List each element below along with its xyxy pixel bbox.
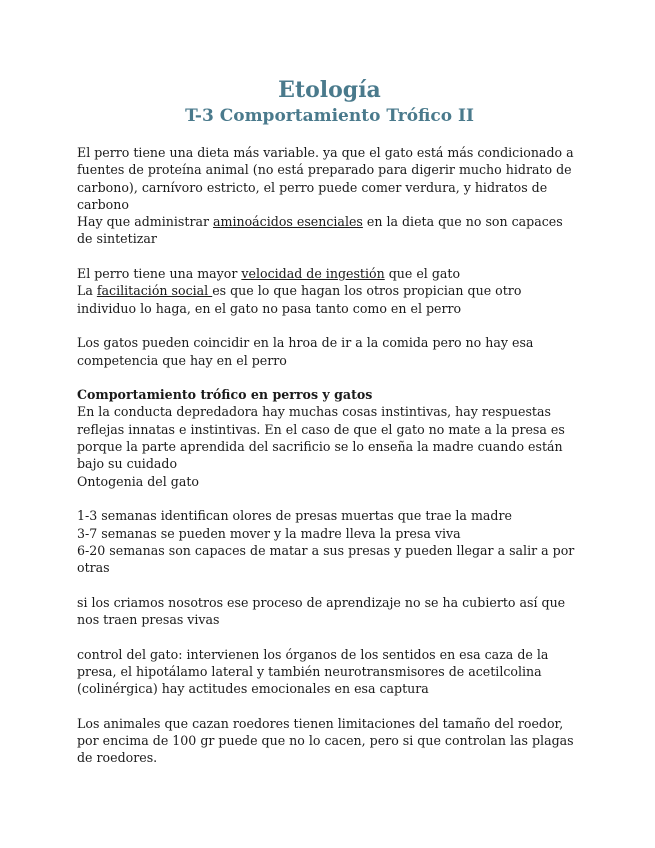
underlined-term: aminoácidos esenciales [213,214,363,230]
spacer [77,369,582,386]
text: La [77,283,97,299]
spacer [77,628,582,645]
document-subtitle: T-3 Comportamiento Trófico II [185,106,474,126]
document-page [77,76,582,767]
underlined-term: velocidad de ingestión [241,266,385,282]
spacer [77,248,582,265]
list-item: 6-20 semanas son capaces de matar a sus presas y pueden llegar a salir a por otras [77,542,575,576]
list-item: 1-3 semanas identifican olores de presas muertas que trae la madre [77,508,512,524]
paragraph-cats-food-time: Los gatos pueden coincidir en la hroa de ir a la comida pero no hay esa competencia que hay en el perro [77,335,534,368]
document-title: Etología [278,77,381,103]
list-item: 3-7 semanas se pueden mover y la madre lleva la presa viva [77,525,461,541]
paragraph-ingestion-speed [77,265,582,282]
text: que el gato [384,266,461,282]
spacer [77,698,582,715]
spacer [77,576,582,593]
text: en la dieta que no son capaces de sintetizar [77,214,563,247]
paragraph-raised-by-us: si los criamos nosotros ese proceso de aprendizaje no se ha cubierto así que nos traen presas vivas [77,594,566,628]
paragraph-cat-control: control del gato: intervienen los órganos de los sentidos en esa caza de la presa, el hipotálamo lateral y también neurotransmisores de acetilcolina (colinérgica) hay actitudes emocionales en esa captura [77,646,549,697]
spacer [77,317,582,334]
section-heading: Comportamiento trófico en perros y gatos [77,387,373,403]
paragraph-rodent-hunters: Los animales que cazan roedores tienen limitaciones del tamaño del roedor, por encima de 100 gr puede que no lo cacen, pero si que controlan las plagas de roedores. [77,715,574,766]
spacer [77,490,582,507]
underlined-term: facilitación social [96,283,213,299]
paragraph-ontogeny: Ontogenia del gato [77,473,200,489]
text: es que lo que hagan los otros propician que otro individuo lo haga, en el gato no pasa tanto como en el perro [77,283,522,316]
text: Hay que administrar [77,214,213,230]
paragraph-predatory-behavior: En la conducta depredadora hay muchas cosas instintivas, hay respuestas reflejas innatas e instintivas. En el caso de que el gato no mate a la presa es porque la parte aprendida del sacrificio se lo enseña la madre cuando están bajo su cuidado [77,404,565,472]
paragraph-amino-acids [77,213,582,248]
paragraph-social-facilitation [77,282,582,317]
paragraph-diet: El perro tiene una dieta más variable. ya que el gato está más condicionado a fuentes de proteína animal (no está preparado para digerir mucho hidrato de carbono), carnívoro estricto, el perro puede comer verdura, y hidratos de carbono [77,145,574,212]
text: El perro tiene una mayor [77,266,242,282]
